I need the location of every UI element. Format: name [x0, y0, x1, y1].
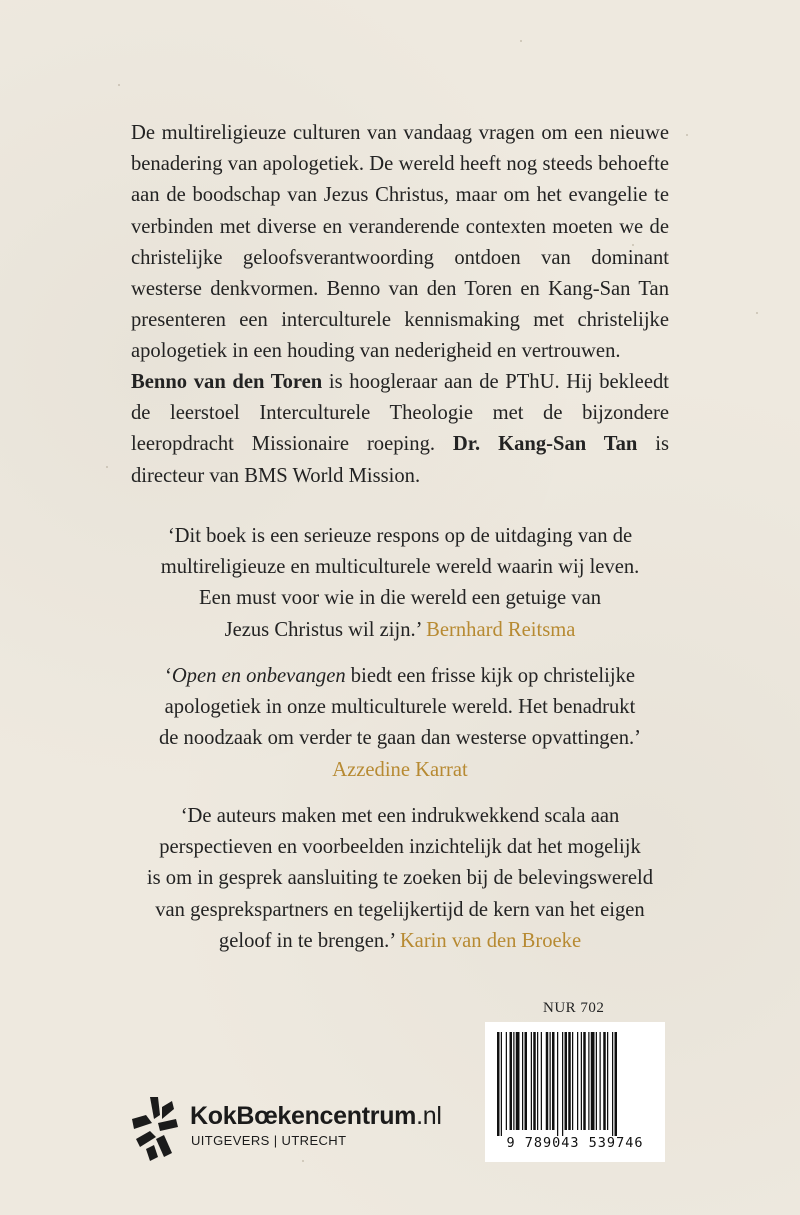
publisher-name-tld: .nl [416, 1102, 442, 1130]
barcode-bar [516, 1032, 520, 1130]
quote-line: de noodzaak om verder te gaan dan westerse opvattingen.’ [158, 727, 642, 750]
barcode-bar [525, 1032, 528, 1130]
barcode-bar [546, 1032, 549, 1130]
author-bio [131, 367, 669, 492]
quote-line: ‘Dit boek is een serieuze respons op de uitdaging van de [167, 525, 633, 547]
paper-speck [756, 312, 758, 314]
bio-text-1: is hoogleraar aan de PThU. Hij bekleedt de leerstoel Interculturele Theologie met de bijzondere leeropdracht Missionaire roeping. [131, 371, 669, 456]
quote-line: biedt een frisse kijk op christelijke [345, 665, 636, 687]
bio-name-1: Benno van den Toren [131, 371, 323, 393]
barcode-bar [591, 1032, 595, 1130]
nur-code: NUR 702 [543, 1000, 605, 1016]
barcode-bar [541, 1032, 542, 1130]
barcode-bar [568, 1032, 571, 1130]
quote-line: apologetiek in onze multiculturele wereld. Het benadrukt [164, 696, 636, 719]
quote-line: multireligieuze en multiculturele wereld waarin wij leven. [160, 556, 640, 579]
paper-speck [520, 40, 522, 42]
barcode-bar [562, 1032, 563, 1136]
quote-line: is om in gesprek aansluiting te zoeken bij de belevingswereld [146, 867, 654, 890]
barcode-bar [603, 1032, 606, 1130]
barcode-bar [537, 1032, 538, 1130]
kok-logo-icon [128, 1093, 184, 1163]
barcode-bar [550, 1032, 551, 1130]
endorsement-quote-2 [100, 661, 700, 786]
quote-line: Jezus Christus wil zijn.’ [224, 618, 421, 641]
barcode-bar [588, 1032, 589, 1130]
barcode-bar [510, 1032, 513, 1130]
publisher-name [190, 1102, 442, 1131]
quote-author: Bernhard Reitsma [426, 618, 576, 641]
quote-author: Karin van den Broeke [399, 929, 582, 952]
barcode-bar [596, 1032, 597, 1130]
barcode-bar [533, 1032, 536, 1130]
barcode-bar [531, 1032, 532, 1130]
barcode-bar [572, 1032, 573, 1130]
quote-line: geloof in te brengen.’ [218, 929, 395, 952]
paper-speck [118, 84, 120, 86]
barcode-bar [497, 1032, 500, 1136]
quote-book-title: Open en onbevangen [171, 665, 346, 687]
paper-speck [686, 134, 688, 136]
bio-text-2: is directeur van BMS World Mission. [131, 433, 669, 487]
quote-line: perspectieven en voorbeelden inzichtelijk dat het mogelijk [159, 836, 641, 859]
barcode-bar [501, 1032, 502, 1136]
isbn-number: 9 789043 539746 [506, 1135, 644, 1151]
quote-line: van gesprekspartners en tegelijkertijd de kern van het eigen [155, 898, 645, 921]
isbn-barcode [485, 1022, 665, 1162]
barcode-bar [600, 1032, 601, 1130]
quote-line: Een must voor wie in die wereld een getuige van [198, 587, 602, 610]
barcode-bar [506, 1032, 507, 1130]
paper-speck [302, 1160, 304, 1162]
barcode-bar [565, 1032, 568, 1130]
quote-line: ‘De auteurs maken met een indrukwekkend scala aan [180, 805, 620, 827]
barcode-bar [513, 1032, 514, 1130]
barcode-bar [612, 1032, 613, 1136]
book-description: De multireligieuze culturen van vandaag vragen om een nieuwe benadering van apologetiek. De wereld heeft nog steeds behoefte aan de boodschap van Jezus Christus, maar om het evangelie te verbinden met diverse en veranderende contexten moeten we de christelijke geloofsverantwoording ontdoen van dominant westerse denkvormen. Benno van den Toren en Kang-San Tan presenteren een interculturele kennismaking met christelijke apologetiek in een houding van nederigheid en vertrouwen. [131, 122, 669, 363]
paper-speck [106, 466, 108, 468]
barcode-bar [522, 1032, 523, 1130]
quote-open-mark: ‘ [164, 665, 172, 687]
barcode-bar [552, 1032, 555, 1130]
bio-name-2: Dr. Kang-San Tan [452, 433, 638, 456]
barcode-bar [581, 1032, 582, 1130]
barcode-bar [577, 1032, 578, 1130]
publisher-subtitle: UITGEVERS | UTRECHT [191, 1133, 347, 1148]
quote-author: Azzedine Karrat [332, 758, 468, 781]
barcode-bar [583, 1032, 586, 1130]
barcode-bar [607, 1032, 608, 1130]
endorsement-quote-1 [100, 521, 700, 646]
barcode-bar [615, 1032, 618, 1136]
endorsement-quote-3 [100, 801, 700, 957]
barcode-bar [557, 1032, 558, 1136]
publisher-name-main: KokBœkencentrum [190, 1102, 417, 1130]
